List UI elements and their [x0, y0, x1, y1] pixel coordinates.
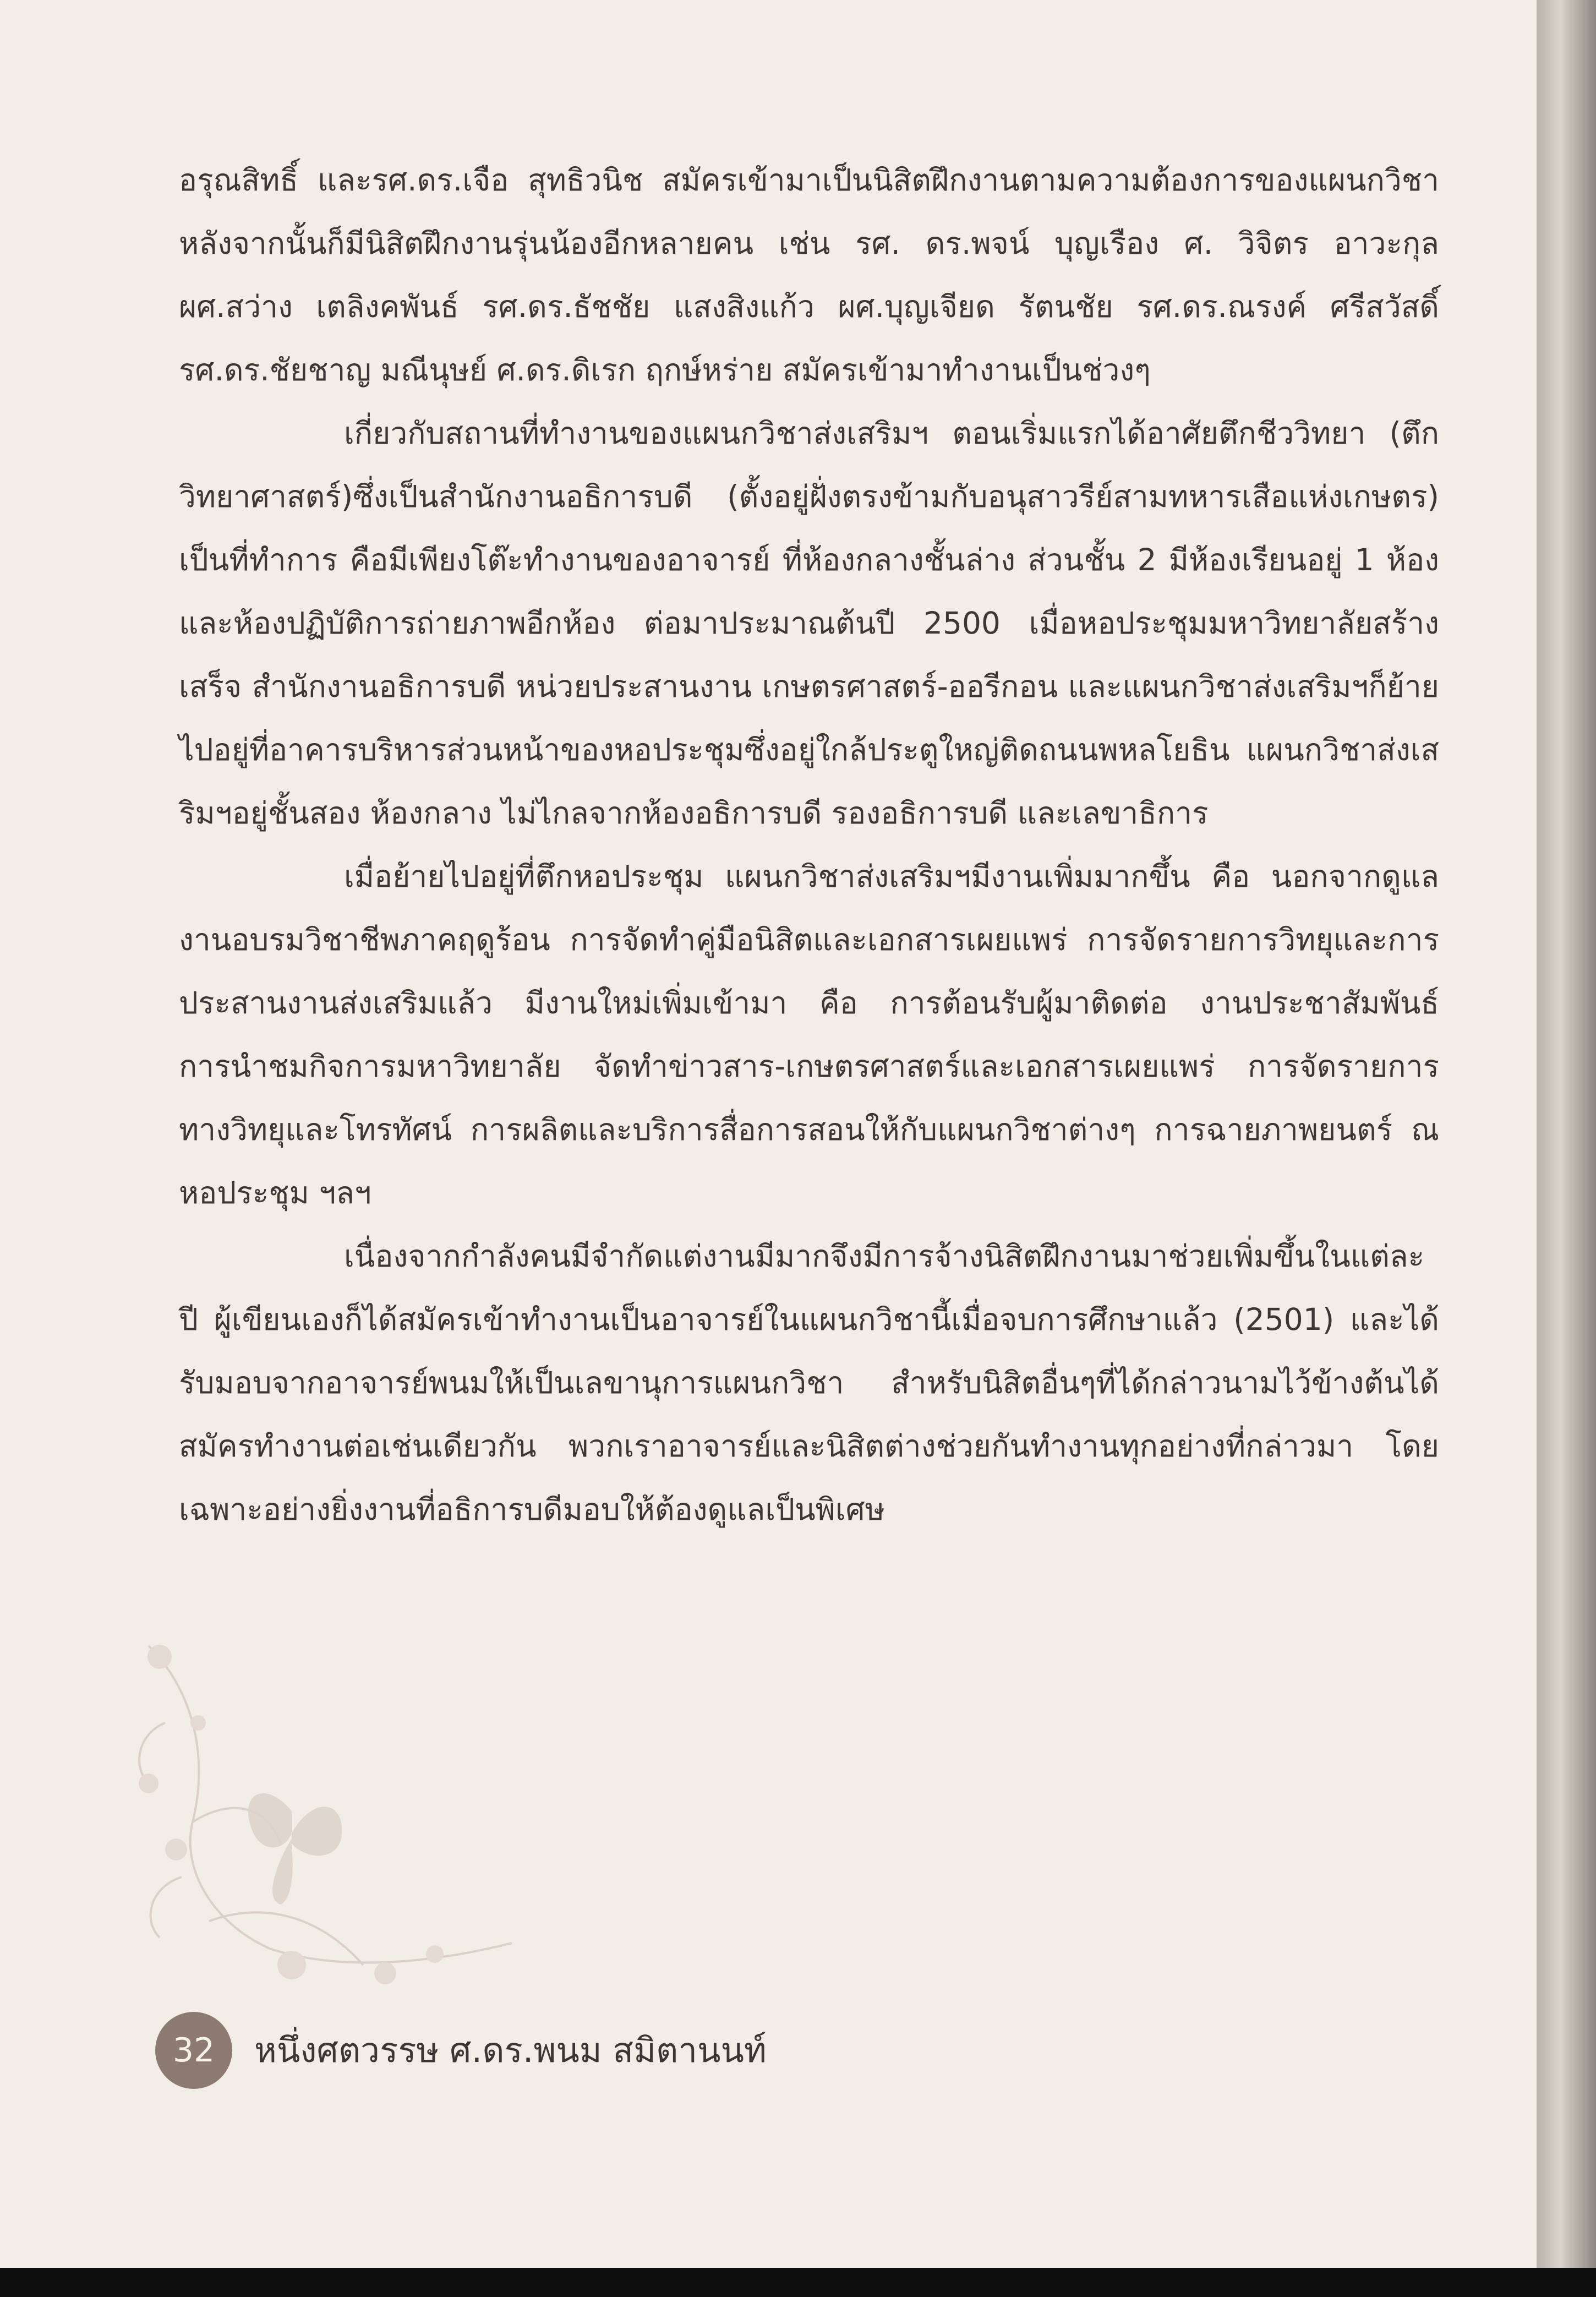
paragraph-3: เมื่อย้ายไปอยู่ที่ตึกหอประชุม แผนกวิชาส่งเสริมฯมีงานเพิ่มมากขึ้น คือ นอกจากดูแลงานอบรมวิชาชีพภาคฤดูร้อน การจัดทำคู่มือนิสิตและเอกสารเผยแพร่ การจัดรายการวิทยุและการประสานงานส่งเสริมแล้ว มีงานใหม่เพิ่มเข้ามา คือ การต้อนรับผู้มาติดต่อ งานประชาสัมพันธ์ การนำชมกิจการมหาวิทยาลัย จัดทำข่าวสาร-เกษตรศาสตร์และเอกสารเผยแพร่ การจัดรายการทางวิทยุและโทรทัศน์ การผลิตและบริการสื่อการสอนให้กับแผนกวิชาต่างๆ การฉายภาพยนตร์ ณ หอประชุม ฯลฯ	[179, 859, 1439, 1210]
paragraph-1: อรุณสิทธิ์ และรศ.ดร.เจือ สุทธิวนิช สมัครเข้ามาเป็นนิสิตฝึกงานตามความต้องการของแผนกวิชา หลังจากนั้นก็มีนิสิตฝึกงานรุ่นน้องอีกหลายคน เช่น รศ. ดร.พจน์ บุญเรือง ศ. วิจิตร อาวะกุล ผศ.สว่าง เตลิงคพันธ์ รศ.ดร.ธัชชัย แสงสิงแก้ว ผศ.บุญเจียด รัตนชัย รศ.ดร.ณรงค์ ศรีสวัสดิ์ รศ.ดร.ชัยชาญ มณีนุษย์ ศ.ดร.ดิเรก ฤกษ์หร่าย สมัครเข้ามาทำงานเป็นช่วงๆ	[179, 162, 1439, 388]
page-number-badge: 32	[155, 2012, 232, 2089]
body-text	[179, 149, 1439, 1541]
paragraph-2: เกี่ยวกับสถานที่ทำงานของแผนกวิชาส่งเสริมฯ ตอนเริ่มแรกได้อาศัยตึกชีววิทยา (ตึกวิทยาศาสตร์)ซึ่งเป็นสำนักงานอธิการบดี (ตั้งอยู่ฝั่งตรงข้ามกับอนุสาวรีย์สามทหารเสือแห่งเกษตร) เป็นที่ทำการ คือมีเพียงโต๊ะทำงานของอาจารย์ ที่ห้องกลางชั้นล่าง ส่วนชั้น 2 มีห้องเรียนอยู่ 1 ห้อง และห้องปฏิบัติการถ่ายภาพอีกห้อง ต่อมาประมาณต้นปี 2500 เมื่อหอประชุมมหาวิทยาลัยสร้างเสร็จ สำนักงานอธิการบดี หน่วยประสานงาน เกษตรศาสตร์-ออรีกอน และแผนกวิชาส่งเสริมฯก็ย้ายไปอยู่ที่อาคารบริหารส่วนหน้าของหอประชุมซึ่งอยู่ใกล้ประตูใหญ่ติดถนนพหลโยธิน แผนกวิชาส่งเสริมฯอยู่ชั้นสอง ห้องกลาง ไม่ไกลจากห้องอธิการบดี รองอธิการบดี และเลขาธิการ	[179, 416, 1439, 831]
paragraph-4: เนื่องจากกำลังคนมีจำกัดแต่งานมีมากจึงมีการจ้างนิสิตฝึกงานมาช่วยเพิ่มขึ้นในแต่ละปี ผู้เขียนเองก็ได้สมัครเข้าทำงานเป็นอาจารย์ในแผนกวิชานี้เมื่อจบการศึกษาแล้ว (2501) และได้รับมอบจากอาจารย์พนมให้เป็นเลขานุการแผนกวิชา สำหรับนิสิตอื่นๆที่ได้กล่าวนามไว้ข้างต้นได้สมัครทำงานต่อเช่นเดียวกัน พวกเราอาจารย์และนิสิตต่างช่วยกันทำงานทุกอย่างที่กล่าวมา โดยเฉพาะอย่างยิ่งงานที่อธิการบดีมอบให้ต้องดูแลเป็นพิเศษ	[179, 1238, 1439, 1527]
floral-butterfly-ornament-icon	[127, 1613, 578, 1998]
scan-bottom-shadow	[0, 2268, 1596, 2297]
page-edge	[1537, 0, 1596, 2297]
running-footer-title: หนึ่งศตวรรษ ศ.ดร.พนม สมิตานนท์	[254, 2030, 767, 2070]
